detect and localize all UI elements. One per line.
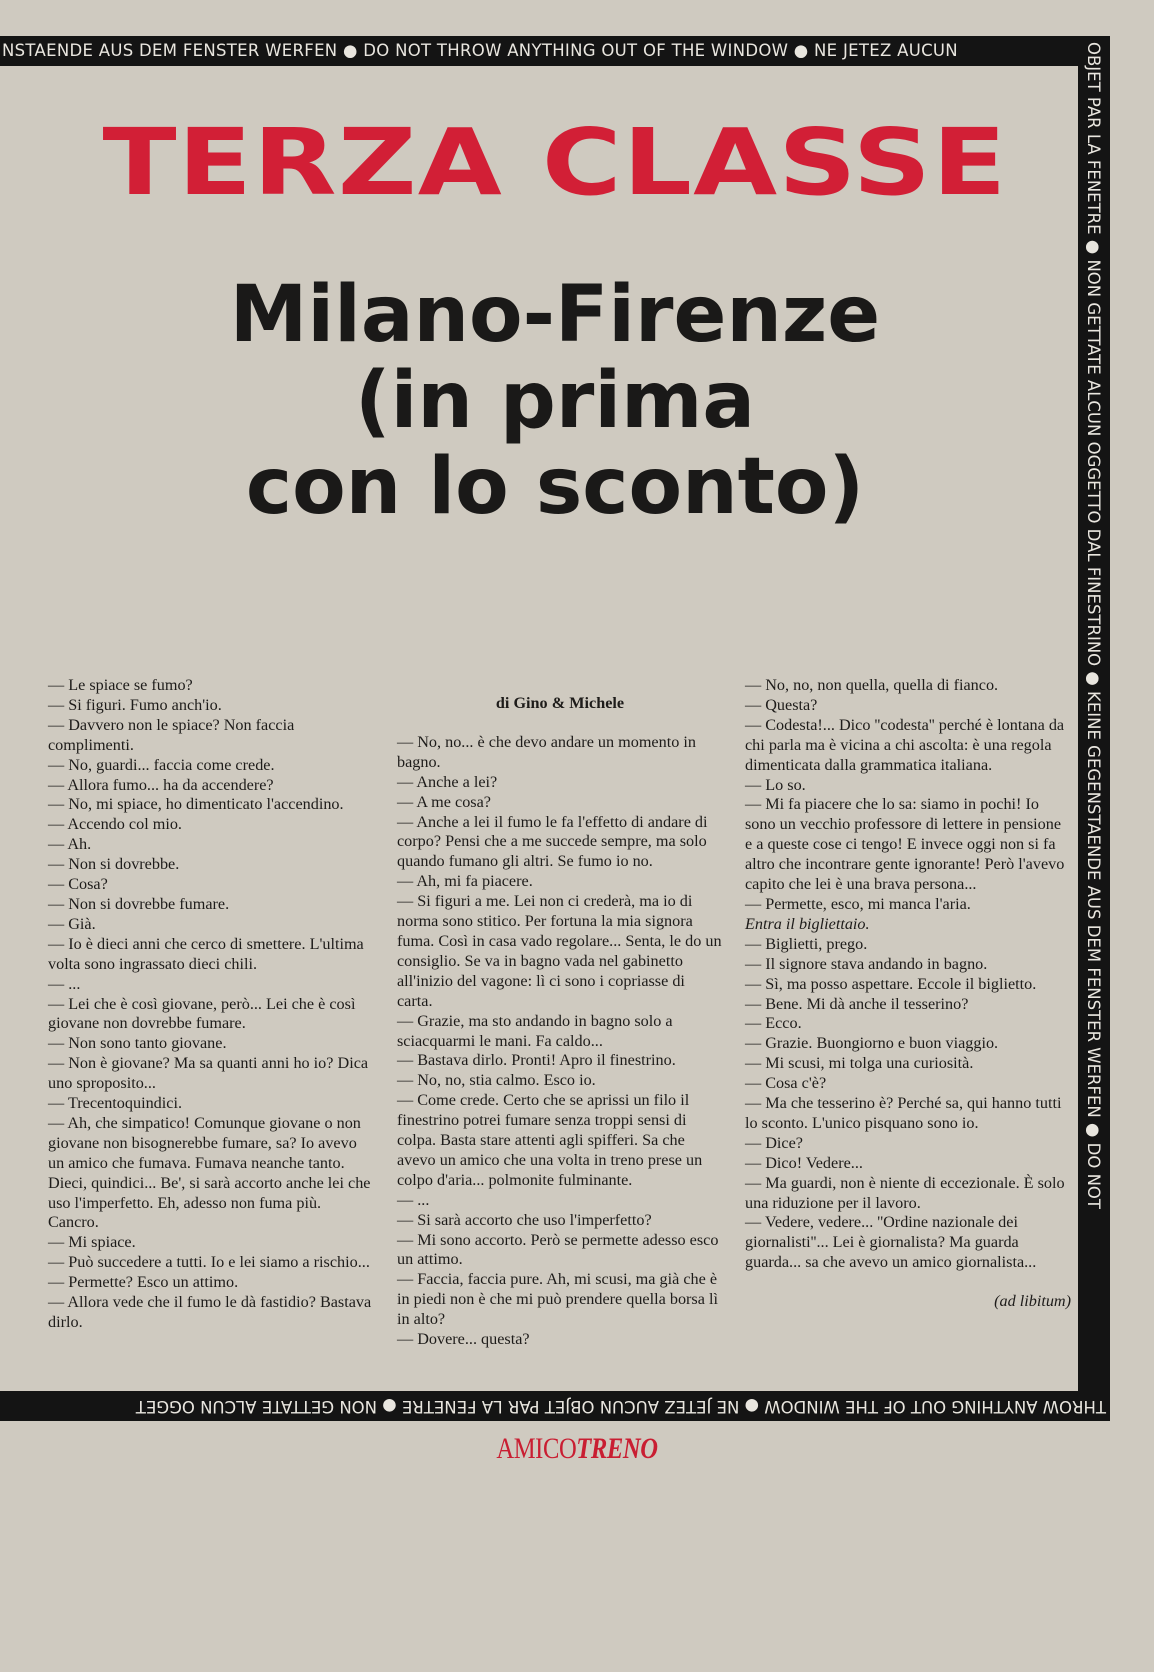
article-column-3-body-2 <box>745 935 1071 1273</box>
dialogue-line: — Codesta!... Dico ''codesta'' perché è lontana da chi parla ma è vicina a chi ascolta: è una regola dimenticata dalla grammatica italiana. <box>745 715 1065 774</box>
dialogue-line: — No, no, non quella, quella di fianco. <box>745 676 999 694</box>
dialogue-line: — Non è giovane? Ma sa quanti anni ho io? Dica uno sproposito... <box>48 1054 369 1093</box>
dialogue-line: — No, guardi... faccia come crede. <box>48 755 275 774</box>
dialogue-line: — Non si dovrebbe. <box>48 855 180 874</box>
article-column-3 <box>745 676 1071 1312</box>
warning-band-bottom <box>0 1391 1110 1421</box>
dialogue-line: — ... <box>48 974 81 993</box>
subheadline-line: (in prima <box>354 356 756 446</box>
dialogue-line: — Bastava dirlo. Pronti! Apro il finestrino. <box>397 1051 676 1070</box>
warning-band-right-bar <box>1078 36 1110 1391</box>
dialogue-line: — Non si dovrebbe fumare. <box>48 894 230 913</box>
dialogue-line: — Ah. <box>48 835 92 854</box>
dialogue-line: — Permette, esco, mi manca l'aria. <box>745 894 971 913</box>
dialogue-line: — Si figuri. Fumo anch'io. <box>48 695 222 714</box>
dialogue-line: — Anche a lei il fumo le fa l'effetto di andare di corpo? Pensi che a me succede sempre, ma solo quando fumano gli altri. Se fumo io no. <box>397 812 708 871</box>
dialogue-line: — Può succedere a tutti. Io e lei siamo a rischio... <box>48 1253 370 1272</box>
dialogue-line: — Anche a lei? <box>397 772 498 791</box>
dialogue-line: — Cosa c'è? <box>745 1074 827 1093</box>
dialogue-line: — No, no... è che devo andare un momento in bagno. <box>397 732 696 771</box>
stage-direction: Entra il bigliettaio. <box>745 914 870 933</box>
dialogue-line: — Mi spiace. <box>48 1233 136 1252</box>
dialogue-line: — Ma guardi, non è niente di eccezionale. È solo una riduzione per il lavoro. <box>745 1173 1065 1212</box>
dialogue-line: — No, mi spiace, ho dimenticato l'accendino. <box>48 795 344 814</box>
article-column-2-body <box>397 733 723 1350</box>
dialogue-line: — Grazie, ma sto andando in bagno solo a sciacquarmi le mani. Fa caldo... <box>397 1011 673 1050</box>
dialogue-line: — Ah, mi fa piacere. <box>397 872 533 891</box>
dialogue-line: — Mi sono accorto. Però se permette adesso esco un attimo. <box>397 1230 719 1269</box>
logo-part-amico: AMICO <box>496 1432 577 1465</box>
dialogue-line: — Il signore stava andando in bagno. <box>745 954 988 973</box>
publication-logo <box>104 1432 1050 1466</box>
warning-band-top <box>0 36 1078 66</box>
article-column-2 <box>397 676 723 1350</box>
byline: di Gino & Michele <box>495 694 625 712</box>
dialogue-line: — Bene. Mi dà anche il tesserino? <box>745 994 969 1013</box>
article-column-1 <box>48 676 374 1333</box>
dialogue-line: — Come crede. Certo che se aprissi un filo il finestrino potrei fumare senza troppi sensi di colpa. Basta stare attenti agli spifferi. Sa che avevo un amico che una volta in treno prese un colpo d'aria... polmonite fulminante. <box>397 1091 703 1189</box>
dialogue-line: — Io è dieci anni che cerco di smettere. L'ultima volta sono ingrassato dieci chili. <box>48 934 364 973</box>
dialogue-line: — Lo so. <box>745 775 806 794</box>
article-column-3-body <box>745 676 1071 915</box>
dialogue-line: — Dice? <box>745 1133 803 1152</box>
dialogue-line: — Ah, che simpatico! Comunque giovane o non giovane non bisognerebbe fumare, sa? Io avevo un amico che fumava. Fumava neanche tanto. Dieci, quindici... Be', si sarà accorto anche lei che uso l'imperfetto. Eh, adesso non fuma più. Cancro. <box>48 1113 371 1232</box>
dialogue-line: — Questa? <box>745 695 818 714</box>
dialogue-line: — Dico! Vedere... <box>745 1153 863 1172</box>
dialogue-line: — Già. <box>48 914 96 933</box>
dialogue-line: — Cosa? <box>48 875 108 894</box>
subheadline <box>0 272 1110 530</box>
dialogue-line: — Permette? Esco un attimo. <box>48 1273 239 1292</box>
dialogue-line: — Allora vede che il fumo le dà fastidio? Bastava dirlo. <box>48 1293 372 1331</box>
dialogue-line: — Si sarà accorto che uso l'imperfetto? <box>397 1210 652 1229</box>
dialogue-line: — ... <box>397 1190 430 1209</box>
dialogue-line: — Mi scusi, mi tolga una curiosità. <box>745 1054 974 1073</box>
dialogue-line: — Biglietti, prego. <box>745 934 868 953</box>
subheadline-line: Milano-Firenze <box>229 270 881 360</box>
dialogue-line: — Mi fa piacere che lo sa: siamo in pochi! Io sono un vecchio professore di lettere in pensione e a queste cose ci tengo! E invece oggi non si fa altro che incontrare gente ignorante! Però l'avevo capito che lei è una brava persona... <box>745 795 1065 894</box>
dialogue-line: — Dovere... questa? <box>397 1330 530 1349</box>
dialogue-line: — Le spiace se fumo? <box>48 676 193 694</box>
dialogue-line: — Grazie. Buongiorno e buon viaggio. <box>745 1034 999 1053</box>
dialogue-line: — Vedere, vedere... ''Ordine nazionale dei giornalisti''... Lei è giornalista? Ma guarda guarda... sa che avevo un amico giornalista... <box>745 1213 1037 1272</box>
dialogue-line: — Ecco. <box>745 1014 802 1033</box>
closing-note: (ad libitum) <box>994 1292 1071 1311</box>
dialogue-line: — Sì, ma posso aspettare. Eccole il biglietto. <box>745 974 1037 993</box>
dialogue-line: — Davvero non le spiace? Non faccia complimenti. <box>48 715 295 754</box>
dialogue-line: — A me cosa? <box>397 792 491 811</box>
dialogue-line: — Lei che è così giovane, però... Lei che è così giovane non dovrebbe fumare. <box>48 994 356 1033</box>
dialogue-line: — Allora fumo... ha da accendere? <box>48 775 274 794</box>
dialogue-line: — Si figuri a me. Lei non ci crederà, ma io di norma sono stitico. Per fortuna la mia signora fuma. Così in casa vado regolare... Senta, le do un consiglio. Se va in bagno vada nel gabinetto all'inizio del vagone: lì ci sono i copriasse di carta. <box>397 892 722 1010</box>
warning-text-bottom: THROW ANYTHING OUT OF THE WINDOW ● NE JETEZ AUCUN OBJET PAR LA FENETRE ● NON GETTATE ALCUN OGGET <box>135 1397 1106 1416</box>
warning-text-right: OBJET PAR LA FENETRE ● NON GETTATE ALCUN OGGETTO DAL FINESTRINO ● KEINE GEGENSTAENDE AUS DEM FENSTER WERFEN ● DO NOT <box>1084 42 1103 1209</box>
dialogue-line: — Faccia, faccia pure. Ah, mi scusi, ma già che è in piedi non è che mi può prendere quella borsa lì in alto? <box>397 1270 718 1329</box>
dialogue-line: — Accendo col mio. <box>48 815 182 834</box>
subheadline-line: con lo sconto) <box>245 442 865 532</box>
dialogue-line: — Non sono tanto giovane. <box>48 1034 227 1053</box>
headline: TERZA CLASSE <box>102 109 1008 216</box>
logo-part-treno: TRENO <box>576 1432 658 1465</box>
dialogue-line: — Ma che tesserino è? Perché sa, qui hanno tutti lo sconto. L'unico pisquano sono io. <box>745 1094 1062 1132</box>
warning-text-top: NSTAENDE AUS DEM FENSTER WERFEN ● DO NOT THROW ANYTHING OUT OF THE WINDOW ● NE JETEZ AUCUN <box>2 41 958 60</box>
dialogue-line: — Trecentoquindici. <box>48 1094 182 1113</box>
dialogue-line: — No, no, stia calmo. Esco io. <box>397 1071 596 1090</box>
